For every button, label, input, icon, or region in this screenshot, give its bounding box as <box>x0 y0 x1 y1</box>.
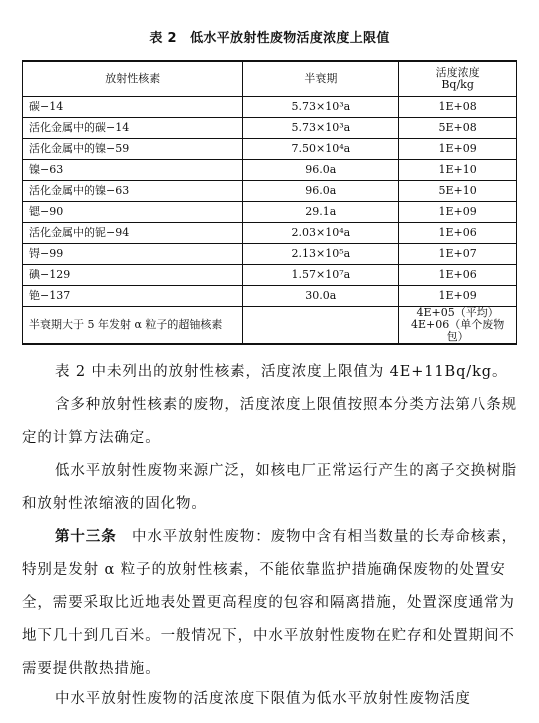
cell-half-life: 2.13×10⁵a <box>243 244 399 265</box>
paragraph-multi-nuclide: 含多种放射性核素的废物，活度浓度上限值按照本分类方法第八条规定的计算方法确定。 <box>22 397 517 446</box>
cell-nuclide: 锶−90 <box>23 202 243 223</box>
cell-half-life: 2.03×10⁴a <box>243 223 399 244</box>
cell-activity: 5E+10 <box>399 181 517 202</box>
cell-activity: 1E+07 <box>399 244 517 265</box>
table-row <box>23 181 517 202</box>
cell-nuclide: 碘−129 <box>23 265 243 286</box>
cell-activity: 1E+06 <box>399 223 517 244</box>
cell-half-life: 30.0a <box>243 286 399 307</box>
activity-average: 4E+05（平均） <box>416 306 499 319</box>
cell-half-life: 29.1a <box>243 202 399 223</box>
header-nuclide: 放射性核素 <box>23 61 243 97</box>
cell-activity: 5E+08 <box>399 118 517 139</box>
cell-nuclide: 活化金属中的镍−59 <box>23 139 243 160</box>
table-row <box>23 97 517 118</box>
table-row <box>23 286 517 307</box>
cell-nuclide: 活化金属中的碳−14 <box>23 118 243 139</box>
paragraph-article-13 <box>22 521 518 686</box>
table-row-transuranic <box>23 307 517 345</box>
cell-activity <box>399 307 517 345</box>
table-row <box>23 160 517 181</box>
cell-activity: 1E+09 <box>399 202 517 223</box>
paragraph-unlisted-nuclides: 表 2 中未列出的放射性核素，活度浓度上限值为 4E+11Bq/kg。 <box>55 364 508 380</box>
header-activity: 活度浓度 Bq/kg <box>399 61 517 97</box>
header-half-life: 半衰期 <box>243 61 399 97</box>
table-row <box>23 223 517 244</box>
cell-half-life: 5.73×10³a <box>243 118 399 139</box>
cell-nuclide: 铯−137 <box>23 286 243 307</box>
cell-activity: 1E+10 <box>399 160 517 181</box>
table-caption: 表 2 低水平放射性废物活度浓度上限值 <box>149 31 390 46</box>
cell-activity: 1E+09 <box>399 286 517 307</box>
nuclide-limit-table <box>22 60 517 345</box>
table-header-row <box>23 61 517 97</box>
article-body: 中水平放射性废物：废物中含有相当数量的长寿命核素，特别是发射 α 粒子的放射性核素，不能依靠监护措施确保废物的处置安全，需要采取比近地表处置更高程度的包容和隔离措施，处置深度通常为地下几十到几百米。一般情况下，中水平放射性废物在贮存和处置期间不需要提供散热措施。 <box>22 529 518 677</box>
cell-half-life: 96.0a <box>243 160 399 181</box>
table-row <box>23 265 517 286</box>
cell-activity: 1E+08 <box>399 97 517 118</box>
cell-nuclide: 碳−14 <box>23 97 243 118</box>
cell-nuclide: 锝−99 <box>23 244 243 265</box>
table-row <box>23 202 517 223</box>
cell-nuclide: 活化金属中的铌−94 <box>23 223 243 244</box>
cell-half-life: 5.73×10³a <box>243 97 399 118</box>
paragraph-low-level-sources: 低水平放射性废物来源广泛，如核电厂正常运行产生的离子交换树脂和放射性浓缩液的固化物。 <box>22 463 517 512</box>
paragraph-intermediate-limit: 中水平放射性废物的活度浓度下限值为低水平放射性废物活度 <box>55 691 471 707</box>
table-row <box>23 139 517 160</box>
table-row <box>23 118 517 139</box>
cell-nuclide: 活化金属中的镍−63 <box>23 181 243 202</box>
cell-nuclide: 半衰期大于 5 年发射 α 粒子的超铀核素 <box>23 307 243 345</box>
cell-activity: 1E+06 <box>399 265 517 286</box>
article-heading: 第十三条 <box>55 529 117 545</box>
cell-nuclide: 镍−63 <box>23 160 243 181</box>
table-row <box>23 244 517 265</box>
cell-activity: 1E+09 <box>399 139 517 160</box>
cell-half-life: 96.0a <box>243 181 399 202</box>
cell-half-life: 7.50×10⁴a <box>243 139 399 160</box>
cell-half-life <box>243 307 399 345</box>
activity-single-package: 4E+06（单个废物包） <box>410 318 505 343</box>
cell-half-life: 1.57×10⁷a <box>243 265 399 286</box>
